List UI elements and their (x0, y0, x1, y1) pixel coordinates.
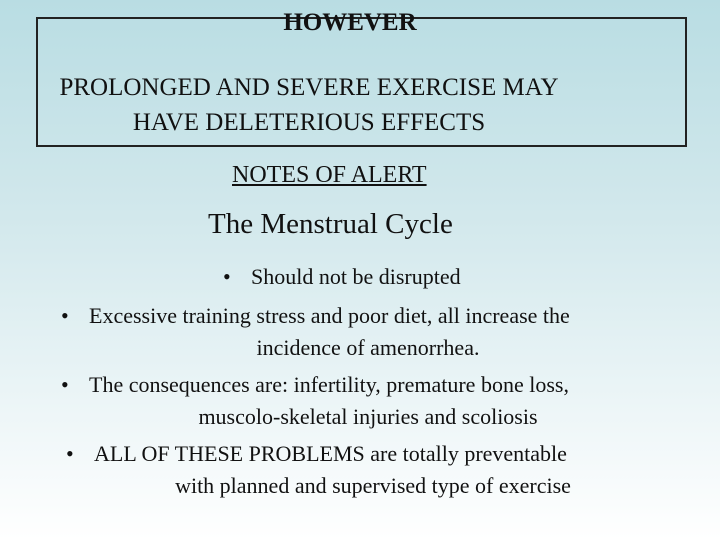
bullet-continuation: muscolo-skeletal injuries and scoliosis (198, 404, 538, 429)
box-line-1: PROLONGED AND SEVERE EXERCISE MAY (59, 74, 559, 101)
bullet-text: The consequences are: infertility, premature bone loss, (89, 372, 569, 397)
bullet-marker: • (61, 303, 69, 328)
bullet-continuation: incidence of amenorrhea. (256, 335, 480, 360)
bullet-marker: • (223, 264, 231, 289)
bullet-marker: • (61, 372, 69, 397)
bullet-marker: • (66, 441, 74, 466)
bullet-text: Excessive training stress and poor diet, all increase the (89, 303, 570, 328)
bullet-continuation: with planned and supervised type of exercise (175, 473, 571, 498)
notes-title: NOTES OF ALERT (232, 162, 427, 188)
bullet-text: Should not be disrupted (251, 264, 461, 289)
bullet-text: ALL OF THESE PROBLEMS are totally preventable (94, 441, 567, 466)
box-heading: HOWEVER (283, 9, 417, 36)
section-title: The Menstrual Cycle (208, 208, 453, 240)
box-line-2: HAVE DELETERIOUS EFFECTS (132, 109, 486, 136)
